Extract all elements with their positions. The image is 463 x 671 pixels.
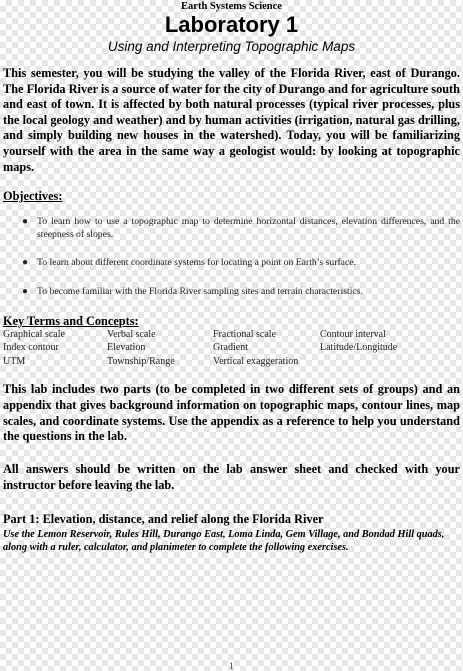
bullet-icon: ● (22, 257, 29, 269)
key-terms-grid (3, 328, 460, 368)
part1-instructions: Use the Lemon Reservoir, Rules Hill, Durango East, Loma Linda, Gem Village, and Bondad Hill quads, along with a ruler, calculator, and planimeter to complete the following exercises. (3, 528, 445, 554)
page-subtitle: Using and Interpreting Topographic Maps (107, 39, 356, 54)
page-number: 1 (229, 661, 234, 671)
bullet-icon: ● (22, 216, 29, 228)
part1-heading: Part 1: Elevation, distance, and relief along the Florida River (3, 511, 324, 526)
list-item (3, 216, 460, 241)
objectives-list (3, 216, 460, 298)
term: UTM (3, 355, 26, 367)
term: Elevation (107, 342, 146, 354)
course-name: Earth Systems Science (181, 1, 282, 12)
key-terms-heading: Key Terms and Concepts: (3, 314, 139, 329)
term: Gradient (213, 342, 248, 354)
list-item (3, 257, 460, 270)
term: Fractional scale (213, 329, 277, 341)
term: Index contour (3, 342, 59, 354)
term: Contour interval (320, 329, 386, 341)
term: Vertical exaggeration (213, 355, 299, 367)
term: Latitude/Longitude (320, 342, 398, 354)
term (320, 355, 460, 368)
bullet-icon: ● (22, 285, 29, 297)
objectives-heading: Objectives: (3, 189, 63, 204)
lab-overview-paragraph: This lab includes two parts (to be completed in two different sets of groups) and an appendix that gives background information on topographic maps, contour lines, map scales, and coordinate systems. Use the appendix as a reference to help you understand the questions in the lab. (3, 382, 460, 444)
term: Verbal scale (107, 329, 156, 341)
intro-paragraph: This semester, you will be studying the valley of the Florida River, east of Durango. The Florida River is a source of water for the city of Durango and for agriculture south and east of town. It is affected by both natural processes (typical river processes, plus the local geology and weather) and by human activities (irrigation, natural gas drilling, and simply building new houses in the watershed). Today, you will be familiarizing yourself with the area in the same way a geologist would: by looking at topographic maps. (3, 66, 460, 174)
term: Graphical scale (3, 329, 65, 341)
objective-text: To learn about different coordinate systems for locating a point on Earth’s surface. (37, 257, 356, 269)
objective-text: To become familiar with the Florida River sampling sites and terrain characteristics. (37, 285, 363, 297)
answers-paragraph: All answers should be written on the lab answer sheet and checked with your instructor before leaving the lab. (3, 462, 460, 493)
objective-text: To learn how to use a topographic map to determine horizontal distances, elevation differences, and the steepness of slopes. (37, 216, 460, 240)
list-item (3, 286, 460, 299)
term: Township/Range (107, 355, 175, 367)
page-title: Laboratory 1 (164, 12, 299, 37)
